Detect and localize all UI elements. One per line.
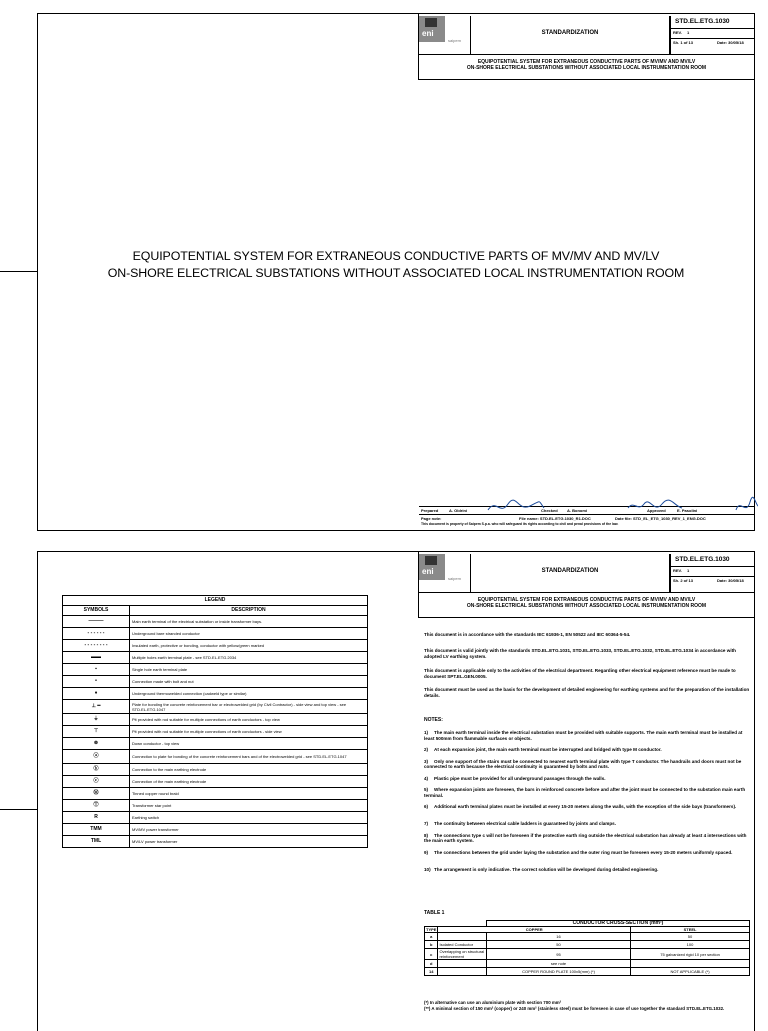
legend-symbol: Ⓣ <box>63 800 130 812</box>
footnote-1: (*) In alternative can use an aluminium plate with section 700 mm² <box>424 1000 562 1005</box>
table-cell-type: c <box>425 949 438 960</box>
table-cell-desc: Isolated Conductor <box>438 941 487 949</box>
legend-description: MV/LV power transformer <box>130 836 368 848</box>
table-cell-type: a <box>425 933 438 941</box>
legend-row <box>63 776 368 788</box>
checked-label: Checked <box>541 508 558 513</box>
note-item <box>424 747 750 753</box>
note-number: 10) <box>424 866 431 872</box>
note-item <box>424 730 750 741</box>
note-number: 9) <box>424 849 429 855</box>
legend-description: Connection to plate for bonding of the concrete reinforcement bars and of the electrowelded grid - see STD.EL.ETG.1047 <box>130 750 368 764</box>
header-code-block <box>670 16 754 54</box>
legend-symbol: TMM <box>63 824 130 836</box>
main-title <box>38 248 754 282</box>
table-cell-copper: 95 <box>486 949 630 960</box>
col-type: TYPE <box>426 927 437 932</box>
legend-row <box>63 616 368 628</box>
table-cell-copper: 16 <box>486 933 630 941</box>
notes-title: NOTES: <box>424 717 443 723</box>
legend-row <box>63 640 368 652</box>
legend-symbol: ——— <box>63 616 130 628</box>
page-note: Page note: <box>421 516 442 521</box>
header-divider <box>418 552 419 618</box>
intro-paragraph-4: This document must be used as the basis for the development of detailed engineering for earthing systems and for the preparation of the installation details. <box>424 687 750 698</box>
note-item <box>424 759 750 770</box>
table-1-label: TABLE 1 <box>424 910 445 916</box>
col-copper: COPPER <box>438 927 631 933</box>
legend-row <box>63 714 368 726</box>
logo-text: eni <box>422 29 434 38</box>
header-title-line-2: ON-SHORE ELECTRICAL SUBSTATIONS WITHOUT ASSOCIATED LOCAL INSTRUMENTATION ROOM <box>466 65 707 71</box>
note-item <box>424 804 750 810</box>
legend-row <box>63 750 368 764</box>
table-cell-desc: Overlapping on structural reinforcement <box>438 949 487 960</box>
legend-description: Connection of the main earthing electrode <box>130 776 368 788</box>
legend-row <box>63 726 368 738</box>
note-number: 1) <box>424 730 429 735</box>
header-section-2 <box>470 554 670 592</box>
legend-row <box>63 628 368 640</box>
table-cell-type: d <box>425 960 438 968</box>
legend-symbol: ⊗ <box>63 738 130 750</box>
eni-logo <box>419 16 445 42</box>
logo-subtext: saipem <box>448 38 461 43</box>
table-row <box>425 949 750 960</box>
note-text: The connections type c will not be foreseen if the protective earth ring outside the electrical substation has already at least 4 intersections with the main earth system. <box>424 832 747 843</box>
legend-row <box>63 788 368 800</box>
rev-row <box>671 566 754 577</box>
table-cell-desc <box>438 968 487 976</box>
table-cell-copper: see note <box>486 960 630 968</box>
legend-description: Pit provided with rod suitable for multiple connections of earth conductors - top view <box>130 714 368 726</box>
legend-row <box>63 824 368 836</box>
margin-mark <box>0 271 37 272</box>
note-text: The arrangement is only indicative. The correct solution will be developed during detailed engineering. <box>434 866 659 872</box>
approved-name: E. Pasolini <box>677 508 698 513</box>
note-number: 2) <box>424 747 429 752</box>
legend-symbol: ⓐ <box>63 750 130 764</box>
dog-icon <box>425 556 437 565</box>
intro-paragraph-3: This document is applicable only to the activities of the electrical department. Regarding other electrical equipment reference must be made to document SPT.EL.GEN.0005. <box>424 668 736 679</box>
legend-symbol: Ⓜ <box>63 788 130 800</box>
legend-row <box>63 664 368 676</box>
header-title-2 <box>419 592 754 619</box>
legend-symbol: ⊤ <box>63 726 130 738</box>
header-divider <box>418 14 419 80</box>
note-item <box>424 850 750 856</box>
legend-row <box>63 700 368 714</box>
header-section <box>470 16 670 54</box>
table-cell-desc <box>438 960 487 968</box>
property-notice: This document is property of Saipem S.p.a. who will safeguard its rights according to civil and penal provisions of the law. <box>421 522 619 526</box>
table-cell-steel: 50 <box>631 933 750 941</box>
note-text: The main earth terminal inside the electrical substation must be provided with suitable supports. The main earth terminal must be installed at least 500mm from flammable surfaces or objects. <box>424 730 743 741</box>
legend-description: Underground thermowelded connection (cadweld type or similar) <box>130 688 368 700</box>
note-number: 6) <box>424 804 429 809</box>
header-title-line-1: EQUIPOTENTIAL SYSTEM FOR EXTRANEOUS CONDUCTIVE PARTS OF MV/MV AND MV/LV <box>477 59 696 65</box>
checked-name: A. Bonomi <box>567 508 587 513</box>
legend-symbol: ⓑ <box>63 764 130 776</box>
signature-prepared <box>488 500 544 510</box>
intro-paragraph-1: This document is in accordance with the standards IEC 61936-1, EN 50522 and IEC 60364-5-54. <box>424 632 631 637</box>
note-text: Only one support of the stairs must be connected to nearest earth terminal plate with type T conductor. The handrails and doors must not be connected to earth because the electrical continuity is guaranteed by bolts and nuts. <box>424 758 742 769</box>
table-row <box>425 968 750 976</box>
doc-code: STD.EL.ETG.1030 <box>675 556 730 563</box>
legend-symbol: ♦ <box>63 688 130 700</box>
rev-number: 1 <box>687 568 690 573</box>
table-cell-copper: 50 <box>486 941 630 949</box>
note-text: The continuity between electrical cable ladders is guaranteed by joints and clamps. <box>434 821 617 826</box>
legend-row <box>63 800 368 812</box>
legend-description: Underground bare stranded conductor <box>130 628 368 640</box>
legend-description: Down conductor - top view <box>130 738 368 750</box>
header-title-line-2: ON-SHORE ELECTRICAL SUBSTATIONS WITHOUT ASSOCIATED LOCAL INSTRUMENTATION ROOM <box>466 603 707 609</box>
doc-date: Date: 30/05/18 <box>717 40 744 45</box>
header-title-line-1: EQUIPOTENTIAL SYSTEM FOR EXTRANEOUS CONDUCTIVE PARTS OF MV/MV AND MV/LV <box>477 597 696 603</box>
sheet-number: Sh. 1 of 13 <box>673 40 694 45</box>
legend-symbol: ⓒ <box>63 776 130 788</box>
legend-title-row <box>63 596 368 606</box>
legend-table <box>62 595 368 848</box>
file-name: File name: STD.EL.ETG.1030_R1.DOC <box>519 516 591 521</box>
legend-symbol: - - - - - - <box>63 628 130 640</box>
note-number: 8) <box>424 832 429 838</box>
table-cell-copper: COPPER ROUND PLATE 100x5(mm) (*) <box>486 968 630 976</box>
rev-number: 1 <box>687 30 690 35</box>
legend-description: Insulated earth, protective or bonding, conductor with yellow/green marked <box>130 640 368 652</box>
legend-description: Multiple holes earth terminal plate - see STD.EL.ETG.2034 <box>130 652 368 664</box>
table-cell-type: b <box>425 941 438 949</box>
legend-description: Connection made with bolt and nut <box>130 676 368 688</box>
legend-symbol: ⏚ <box>63 714 130 726</box>
legend-header-row <box>63 606 368 616</box>
note-item <box>424 787 750 798</box>
legend-row <box>63 652 368 664</box>
note-number: 3) <box>424 758 429 764</box>
signatures-graphic <box>478 496 758 516</box>
legend-description: Transformer star point <box>130 800 368 812</box>
conductor-table-title: CONDUCTOR CROSS-SECTION (mm²) <box>486 921 749 927</box>
note-number: 7) <box>424 821 429 826</box>
note-number: 4) <box>424 775 429 781</box>
table-row <box>425 960 750 968</box>
main-title-line-1: EQUIPOTENTIAL SYSTEM FOR EXTRANEOUS CONDUCTIVE PARTS OF MV/MV AND MV/LV <box>132 249 660 263</box>
approved-label: Approved <box>647 508 666 513</box>
note-item <box>424 867 750 873</box>
doc-date: Date: 30/05/18 <box>717 578 744 583</box>
legend-description: Main earth terminal of the electrical substation or inside transformer bays. <box>130 616 368 628</box>
note-text: Additional earth terminal plates must be installed at every 15-20 meters along the walls, with the exception of the side bays (transformers). <box>434 804 737 809</box>
legend-col-description: DESCRIPTION <box>130 606 368 616</box>
table-cell-type: 14 <box>425 968 438 976</box>
logo-subtext: saipem <box>448 576 461 581</box>
legend-row <box>63 738 368 750</box>
note-item <box>424 821 750 827</box>
eni-logo-2 <box>419 554 445 580</box>
section-label: STANDARDIZATION <box>541 30 599 36</box>
section-label: STANDARDIZATION <box>541 568 599 574</box>
sheet-number: Sh. 2 of 13 <box>673 578 694 583</box>
table-cell-desc <box>438 933 487 941</box>
sheet-page-1 <box>37 13 755 531</box>
table-cell-steel: 75 galvanized rigid 10 per section <box>631 949 750 960</box>
legend-symbol: - - - - - - - - <box>63 640 130 652</box>
prepared-label: Prepared <box>421 508 439 513</box>
legend-description: Tinned copper round braid <box>130 788 368 800</box>
note-item <box>424 776 750 782</box>
legend-body <box>63 616 368 848</box>
table-cell-steel <box>631 960 750 968</box>
doc-code: STD.EL.ETG.1030 <box>675 18 730 25</box>
legend-description: MV/MV power transformer <box>130 824 368 836</box>
table-cell-steel: 100 <box>631 941 750 949</box>
signature-checked <box>628 500 682 508</box>
note-text: Plastic pipe must be provided for all underground passages through the walls. <box>434 775 606 781</box>
header-code-block-2 <box>670 554 754 592</box>
legend-row <box>63 688 368 700</box>
prepared-name: A. Oldrini <box>449 508 467 513</box>
legend-symbol: ▬▬ <box>63 652 130 664</box>
rev-label: REV. <box>673 568 682 573</box>
intro-paragraph-2: This document is valid jointly with the standards STD.EL.ETG.1031, STD.EL.ETG.1033, STD.EL.ETG.1032, STD.EL.ETG.1034 in accordance with adopted LV earthing system. <box>424 648 736 659</box>
legend-col-symbols: SYMBOLS <box>63 606 130 616</box>
footnote-2: (**) A minimal section of 150 mm² (copper) or 240 mm² (stainless steel) must be foreseen in case of use together the standard STD.EL.ETG.1032. <box>424 1006 725 1011</box>
legend-row <box>63 676 368 688</box>
rev-row <box>671 28 754 39</box>
legend-description: Earthing switch <box>130 812 368 824</box>
legend-row <box>63 764 368 776</box>
col-steel: STEEL <box>631 927 750 933</box>
conductor-table <box>424 920 750 976</box>
header-bottom-rule <box>418 79 755 80</box>
legend-description: Pit provided with rod suitable for multiple connections of earth conductors - side view <box>130 726 368 738</box>
note-text: Where expansion joints are foreseen, the bars in reinforced concrete before and after the joint must be connected to the substation main earth terminal. <box>424 787 746 798</box>
legend-row <box>63 812 368 824</box>
dog-icon <box>425 18 437 27</box>
note-text: The connections between the grid under laying the substation and the outer ring must be foreseen every 15-20 meters uniformly spaced. <box>434 849 733 855</box>
legend-description: Single hole earth terminal plate <box>130 664 368 676</box>
header-bottom-rule <box>418 617 755 618</box>
margin-mark-2 <box>0 809 37 810</box>
legend-symbol: • <box>63 676 130 688</box>
legend-symbol: ▪ <box>63 664 130 676</box>
legend-description: Plate for bonding the concrete reinforcement bar or electrowelded grid (by Civil Contractor) - side view and top view - see STD.EL.ETG.1047 <box>130 700 368 714</box>
note-item <box>424 833 750 844</box>
legend-title: LEGEND <box>63 596 368 606</box>
rev-label: REV. <box>673 30 682 35</box>
legend-symbol: ⊥ ━ <box>63 700 130 714</box>
note-text: At each expansion joint, the main earth terminal must be interrupted and bridged with type M conductor. <box>434 747 662 752</box>
legend-description: Connection to the main earthing electrode <box>130 764 368 776</box>
conductor-table-body <box>425 933 750 976</box>
legend-symbol: TML <box>63 836 130 848</box>
table-cell-steel: NOT APPLICABLE (*) <box>631 968 750 976</box>
main-title-line-2: ON-SHORE ELECTRICAL SUBSTATIONS WITHOUT ASSOCIATED LOCAL INSTRUMENTATION ROOM <box>107 266 685 280</box>
logo-text: eni <box>422 567 434 576</box>
signature-approved <box>736 497 758 510</box>
table-row <box>425 933 750 941</box>
header-title <box>419 54 754 81</box>
note-number: 5) <box>424 787 429 792</box>
legend-symbol: R <box>63 812 130 824</box>
table-row <box>425 941 750 949</box>
legend-row <box>63 836 368 848</box>
file-reference: Date file: STD_EL_ETG_1030_REV_1_ENG.DOC <box>615 516 706 521</box>
